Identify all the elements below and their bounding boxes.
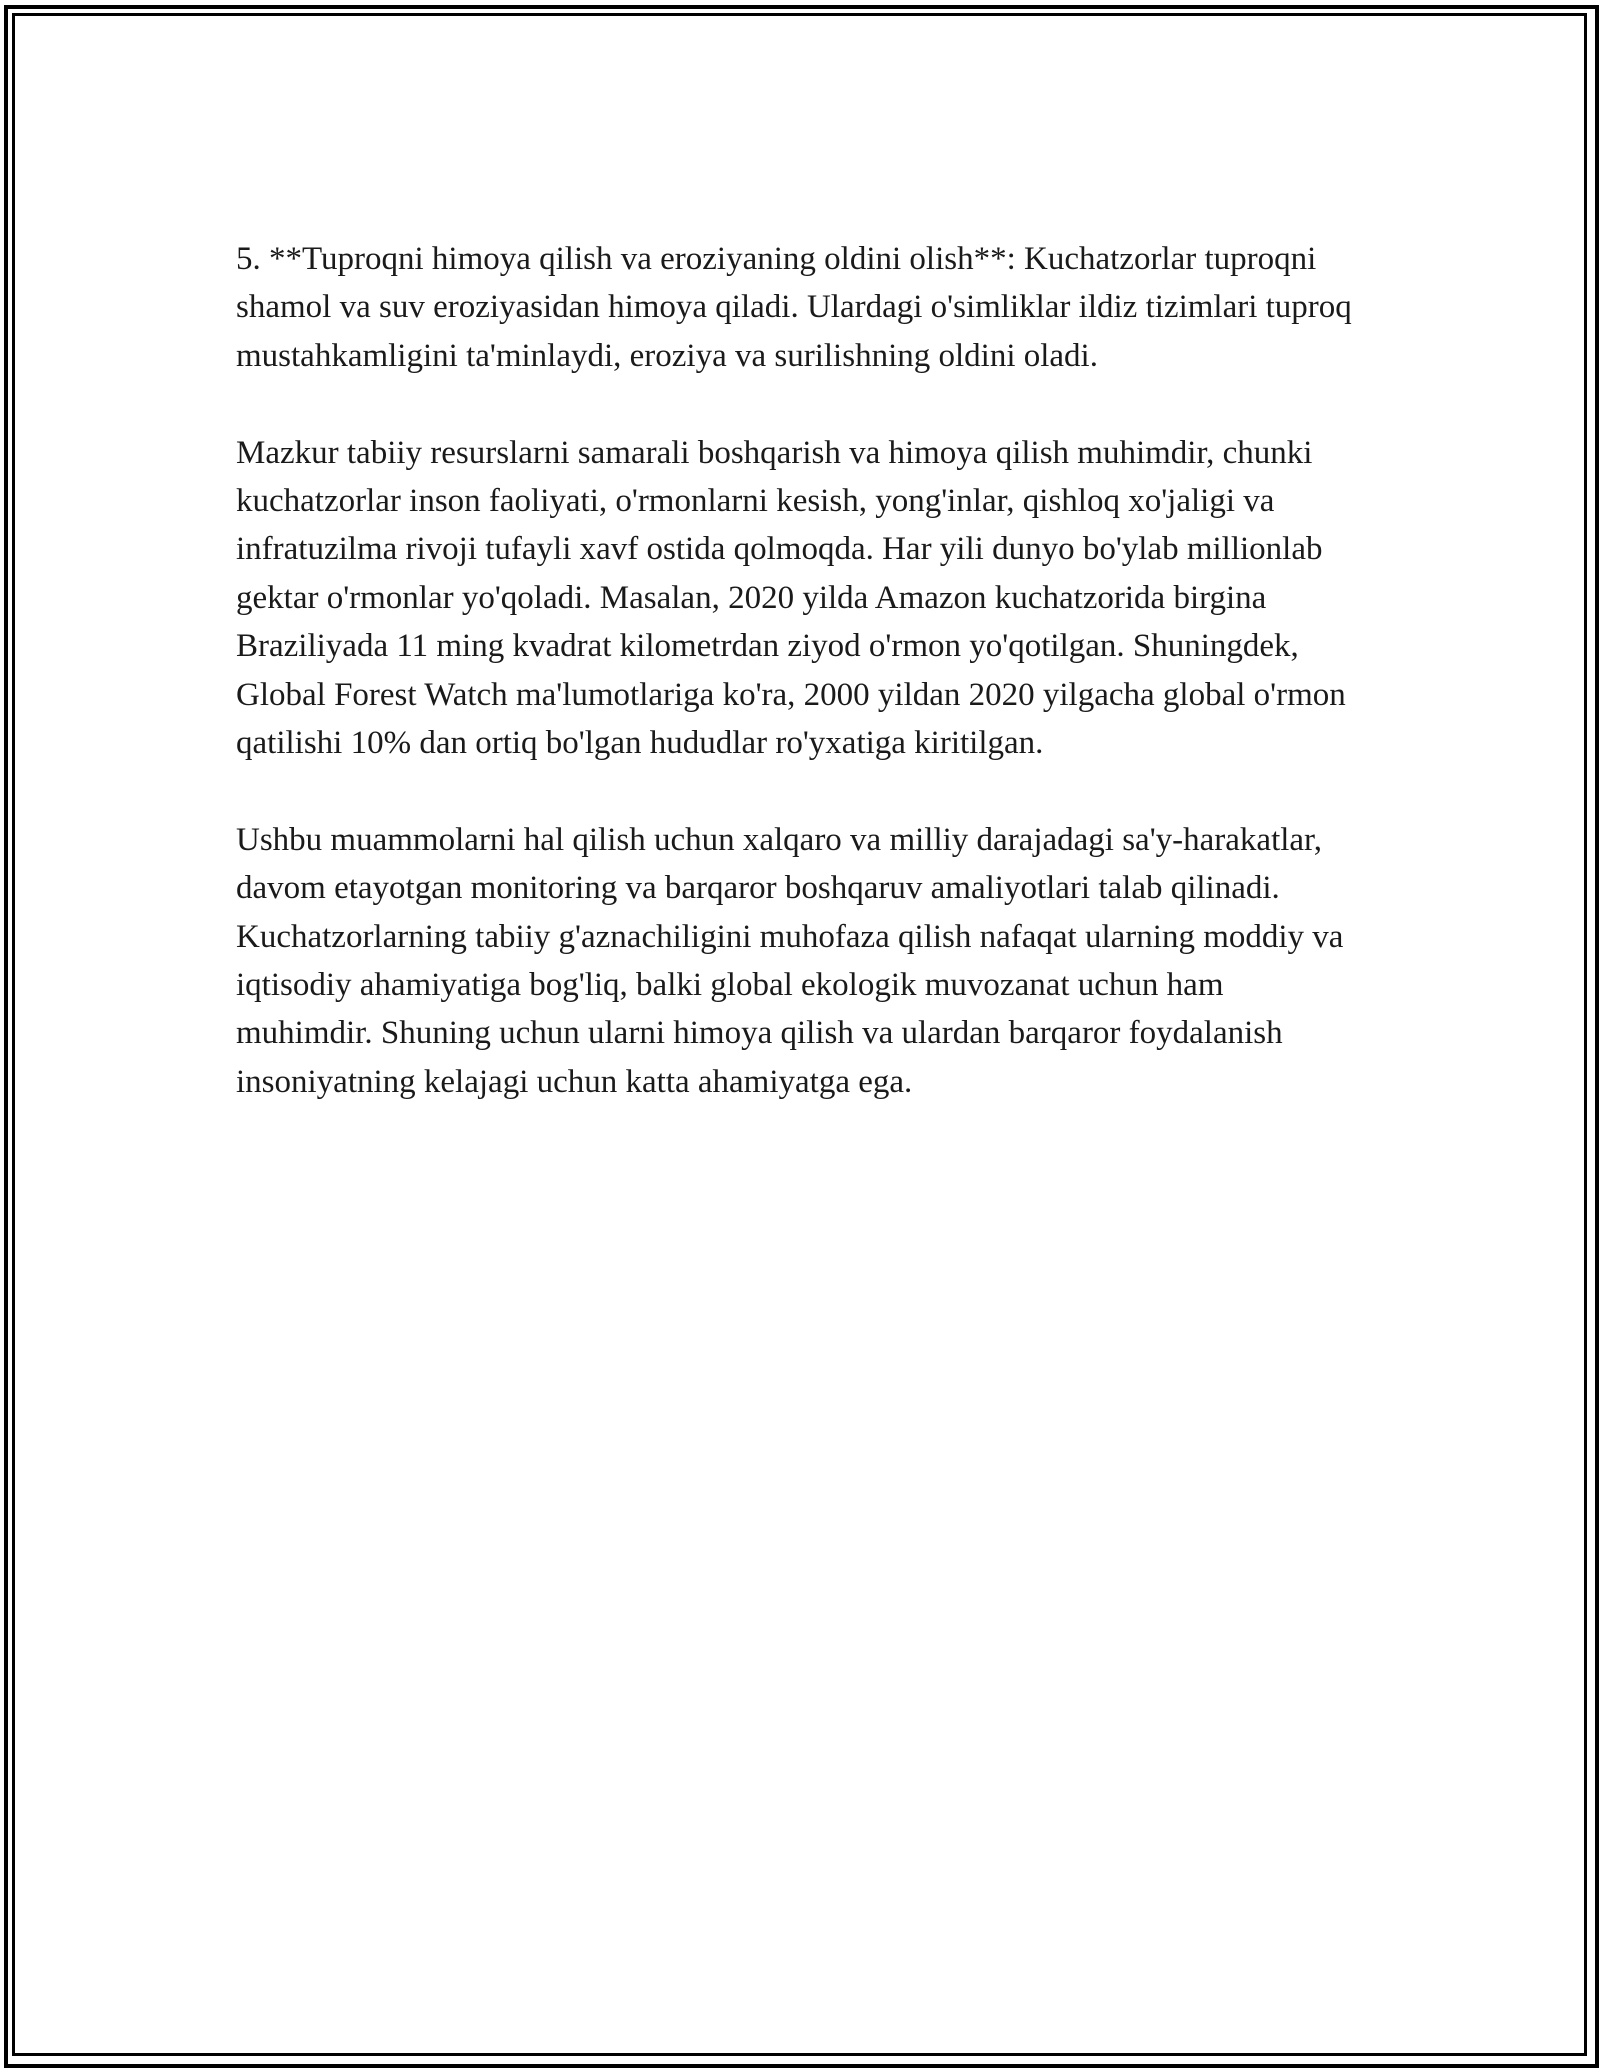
document-body xyxy=(236,235,1356,1155)
paragraph-soil-protection: 5. **Tuproqni himoya qilish va eroziyaning oldini olish**: Kuchatzorlar tuproqni shamol va suv eroziyasidan himoya qiladi. Ulardagi o'simliklar ildiz tizimlari tuproq mustahkamligini ta'minlaydi, eroziya va surilishning oldini oladi. xyxy=(236,241,1352,374)
paragraph-solutions: Ushbu muammolarni hal qilish uchun xalqaro va milliy darajadagi sa'y-harakatlar, davom etayotgan monitoring va barqaror boshqaruv amaliyotlari talab qilinadi. Kuchatzorlarning tabiiy g'aznachiligini muhofaza qilish nafaqat ularning moddiy va iqtisodiy ahamiyatiga bog'liq, balki global ekologik muvozanat uchun ham muhimdir. Shuning uchun ularni himoya qilish va ulardan barqaror foydalanish insoniyatning kelajagi uchun katta ahamiyatga ega. xyxy=(236,821,1344,1100)
paragraph-resource-management: Mazkur tabiiy resurslarni samarali boshqarish va himoya qilish muhimdir, chunki kuchatzorlar inson faoliyati, o'rmonlarni kesish, yong'inlar, qishloq xo'jaligi va infratuzilma rivoji tufayli xavf ostida qolmoqda. Har yili dunyo bo'ylab millionlab gektar o'rmonlar yo'qoladi. Masalan, 2020 yilda Amazon kuchatzorida birgina Braziliyada 11 ming kvadrat kilometrdan ziyod o'rmon yo'qotilgan. Shuningdek, Global Forest Watch ma'lumotlariga ko'ra, 2000 yildan 2020 yilgacha global o'rmon qatilishi 10% dan ortiq bo'lgan hududlar ro'yxatiga kiritilgan. xyxy=(236,434,1346,762)
